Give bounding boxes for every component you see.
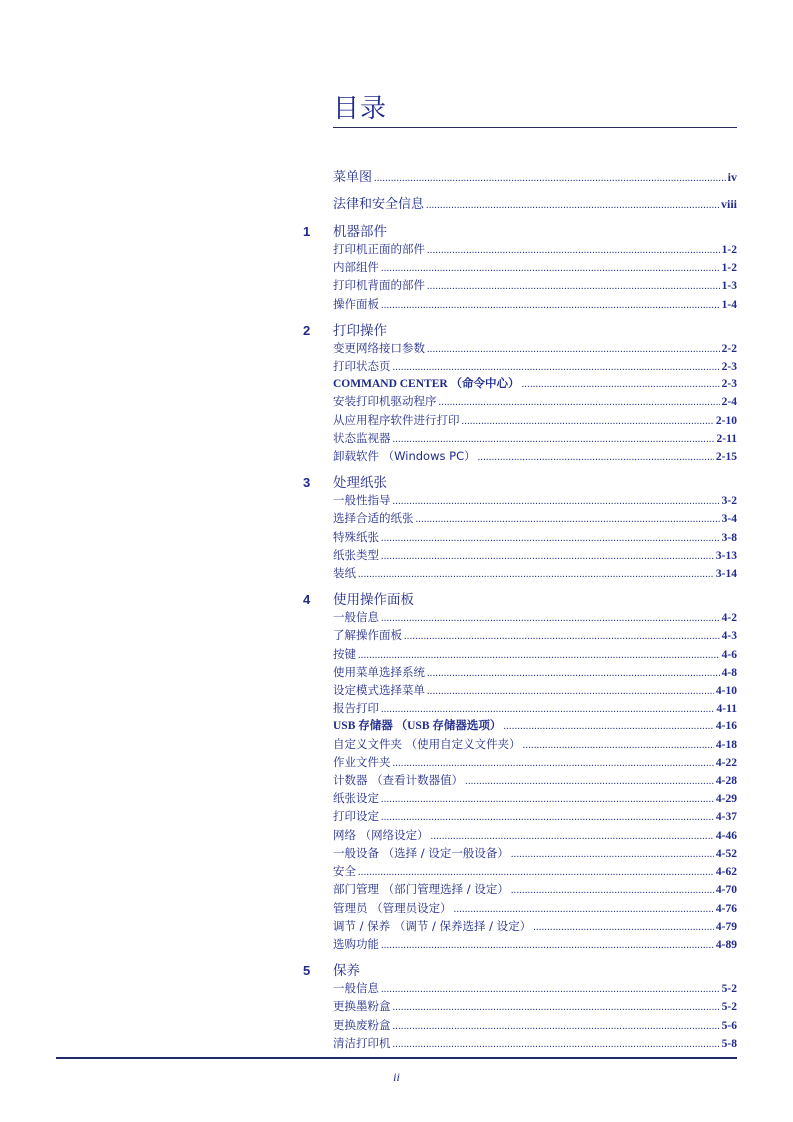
chapter-title[interactable]: 处理纸张 [333, 475, 387, 492]
toc-entry[interactable] [333, 664, 737, 682]
toc-entry-page: 4-2 [721, 612, 737, 625]
toc-entry-page: 4-89 [715, 938, 737, 951]
dot-leader [381, 982, 720, 998]
toc-entry-label: 打印机正面的部件 [333, 242, 425, 256]
dot-leader [522, 377, 720, 393]
toc-entry-page: 3-14 [715, 568, 737, 581]
toc-entry[interactable] [333, 241, 737, 259]
toc-entry[interactable] [333, 547, 737, 565]
toc-entry-page: 3-4 [721, 513, 737, 526]
toc-entry-label: 打印状态页 [333, 359, 391, 374]
toc-entry[interactable] [333, 682, 737, 700]
dot-leader [427, 666, 720, 682]
toc-entry-label: 法律和安全信息 [333, 197, 425, 212]
toc-entry-page: 4-76 [715, 902, 737, 915]
toc-entry-label: 操作面板 [333, 296, 379, 311]
toc-entry[interactable] [333, 376, 737, 393]
toc-entry-page: 2-11 [716, 432, 737, 445]
toc-entry[interactable] [333, 718, 737, 735]
table-of-contents [303, 168, 737, 1053]
toc-entry-label: 打印设定 [333, 809, 379, 824]
toc-entry-page: 4-18 [715, 738, 737, 751]
toc-entry-page: 5-8 [721, 1037, 737, 1050]
toc-entry-label: 了解操作面板 [333, 628, 402, 643]
toc-entry[interactable] [333, 646, 737, 664]
toc-entry-page: 2-4 [721, 396, 737, 409]
toc-entry-label: 报告打印 [333, 701, 379, 716]
toc-entry-page: 4-3 [721, 630, 737, 643]
dot-leader [426, 197, 719, 215]
toc-entry-label: 使用菜单选择系统 [333, 664, 425, 679]
dot-leader [427, 684, 714, 700]
toc-entry-page: 3-2 [721, 495, 737, 508]
toc-entry-label: 纸张类型 [333, 547, 379, 562]
toc-entry-page: 4-11 [716, 703, 737, 716]
dot-leader [381, 938, 714, 954]
toc-entry-page: 1-2 [721, 244, 737, 256]
chapter-number: 4 [303, 592, 311, 608]
page-title: 目录 [333, 94, 388, 124]
toc-entry-label: 菜单图 [333, 170, 373, 185]
toc-entry[interactable] [333, 492, 737, 510]
toc-entry-page: 4-37 [715, 811, 737, 824]
toc-entry-label: 管理员 （管理员设定） [333, 900, 452, 915]
toc-entry-page: viii [720, 197, 737, 211]
toc-entry[interactable] [333, 918, 737, 936]
dot-leader [393, 432, 715, 448]
toc-entry-label: 计数器 （查看计数器值） [333, 773, 464, 788]
toc-entry-label: 自定义文件夹 （使用自定义文件夹） [333, 736, 521, 751]
dot-leader [381, 531, 720, 547]
dot-leader [454, 902, 714, 918]
toc-entry[interactable] [333, 627, 737, 645]
toc-entry-label: 一般信息 [333, 981, 379, 996]
toc-entry-page: 2-3 [721, 361, 737, 374]
dot-leader [427, 279, 720, 295]
toc-entry[interactable] [333, 1017, 737, 1035]
dot-leader [393, 1019, 720, 1035]
dot-leader [533, 920, 714, 936]
toc-entry[interactable] [333, 827, 737, 845]
toc-entry[interactable] [333, 510, 737, 528]
title-divider [333, 127, 737, 128]
dot-leader [358, 865, 714, 881]
toc-entry[interactable] [333, 277, 737, 295]
dot-leader [381, 298, 720, 314]
chapter-section [303, 322, 737, 466]
toc-entry[interactable] [333, 881, 737, 899]
toc-entry-page: 2-2 [721, 342, 737, 355]
toc-entry-page: 2-10 [715, 414, 737, 427]
toc-entry-page: 2-3 [721, 378, 737, 391]
chapter-section [303, 591, 737, 954]
chapter-number: 5 [303, 963, 311, 979]
chapter-title[interactable]: 保养 [333, 963, 360, 980]
toc-entry-page: 1-4 [721, 298, 737, 311]
toc-entry-page: 4-22 [715, 756, 737, 769]
dot-leader [511, 883, 714, 899]
dot-leader [381, 702, 715, 718]
toc-entry-label: 按键 [333, 646, 356, 661]
dot-leader [431, 829, 714, 845]
toc-entry-label: 内部组件 [333, 260, 379, 275]
dot-leader [478, 450, 714, 466]
dot-leader [523, 738, 714, 754]
footer-divider [56, 1057, 737, 1059]
toc-entry[interactable] [333, 790, 737, 808]
toc-entry-label: 更换废粉盒 [333, 1017, 391, 1032]
chapter-title[interactable]: 使用操作面板 [333, 592, 414, 609]
toc-entry[interactable] [333, 936, 737, 954]
toc-entry-label: 一般性指导 [333, 493, 391, 508]
dot-leader [462, 414, 714, 430]
toc-entry[interactable] [333, 736, 737, 754]
chapter-number: 3 [303, 475, 311, 491]
chapter-section [303, 474, 737, 583]
dot-leader [393, 1037, 720, 1053]
toc-entry-label: 清洁打印机 [333, 1035, 391, 1050]
toc-entry-page: 3-8 [721, 531, 737, 544]
toc-entry-label: 安装打印机驱动程序 [333, 394, 437, 409]
toc-entry-label: 作业文件夹 [333, 754, 391, 769]
dot-leader [358, 567, 714, 583]
toc-entry-page: 4-62 [715, 866, 737, 879]
toc-entry-label: 网络 （网络设定） [333, 827, 429, 842]
toc-entry-page: 4-6 [721, 648, 737, 661]
toc-entry-label: 选购功能 [333, 936, 379, 951]
toc-entry[interactable] [333, 448, 737, 466]
toc-entry[interactable] [333, 529, 737, 547]
toc-entry[interactable] [333, 700, 737, 718]
toc-entry-label: COMMAND CENTER （命令中心） [333, 378, 520, 391]
toc-entry-page: iv [727, 170, 737, 184]
dot-leader [416, 512, 720, 528]
toc-entry-page: 4-46 [715, 829, 737, 842]
toc-entry-label: 状态监视器 [333, 430, 391, 445]
toc-entry[interactable] [333, 259, 737, 277]
toc-entry-page: 4-10 [715, 685, 737, 698]
toc-entry-page: 5-2 [721, 983, 737, 996]
dot-leader [393, 756, 714, 772]
toc-entry-page: 4-28 [715, 775, 737, 788]
toc-entry[interactable] [333, 1035, 737, 1053]
chapter-list [303, 223, 737, 1053]
dot-leader [381, 810, 714, 826]
toc-entry-page: 5-2 [721, 1001, 737, 1014]
chapter-section [303, 223, 737, 314]
toc-entry[interactable] [333, 900, 737, 918]
toc-entry-label: 调节 / 保养 （调节 / 保养选择 / 设定） [333, 918, 532, 933]
toc-entry-label: USB 存储器 （USB 存储器选项） [333, 720, 502, 733]
chapter-number: 2 [303, 322, 311, 338]
toc-entry[interactable] [333, 772, 737, 790]
toc-entry-page: 4-52 [715, 847, 737, 860]
toc-entry[interactable] [333, 412, 737, 430]
dot-leader [427, 243, 720, 259]
toc-entry-label: 安全 [333, 864, 356, 879]
toc-entry-label: 装纸 [333, 566, 356, 581]
toc-entry-page: 4-8 [721, 666, 737, 679]
dot-leader [503, 719, 714, 735]
chapter-title[interactable]: 机器部件 [333, 224, 387, 240]
toc-entry-page: 4-70 [715, 884, 737, 897]
dot-leader [465, 774, 714, 790]
toc-entry-menu-map[interactable] [333, 168, 737, 188]
toc-entry-page: 1-2 [721, 262, 737, 275]
dot-leader [393, 494, 720, 510]
toc-entry-page: 1-3 [721, 280, 737, 293]
toc-entry-legal-safety[interactable] [333, 195, 737, 215]
toc-entry-page: 4-29 [715, 793, 737, 806]
dot-leader [374, 170, 726, 188]
toc-entry-page: 2-15 [715, 451, 737, 464]
toc-entry[interactable] [333, 393, 737, 411]
toc-entry[interactable] [333, 980, 737, 998]
toc-entry-page: 5-6 [721, 1019, 737, 1032]
toc-entry-label: 打印机背面的部件 [333, 278, 425, 293]
toc-entry[interactable] [333, 565, 737, 583]
chapter-section [303, 962, 737, 1053]
dot-leader [381, 261, 720, 277]
toc-entry-label: 一般信息 [333, 610, 379, 625]
toc-entry[interactable] [333, 845, 737, 863]
toc-entry-page: 4-79 [715, 920, 737, 933]
toc-entry-label: 纸张设定 [333, 791, 379, 806]
toc-entry-label: 变更网络接口参数 [333, 340, 425, 355]
toc-entry-page: 3-13 [715, 549, 737, 562]
toc-entry[interactable] [333, 430, 737, 448]
toc-entry[interactable] [333, 808, 737, 826]
toc-entry[interactable] [333, 340, 737, 358]
toc-entry-label: 卸载软件 （Windows PC） [333, 449, 476, 464]
toc-entry-label: 从应用程序软件进行打印 [333, 412, 460, 427]
toc-entry-label: 部门管理 （部门管理选择 / 设定） [333, 882, 509, 897]
dot-leader [381, 549, 714, 565]
dot-leader [427, 342, 720, 358]
toc-entry[interactable] [333, 754, 737, 772]
dot-leader [393, 360, 720, 376]
dot-leader [393, 1000, 720, 1016]
dot-leader [511, 847, 714, 863]
toc-entry-label: 一般设备 （选择 / 设定一般设备） [333, 845, 509, 860]
dot-leader [404, 629, 720, 645]
dot-leader [381, 611, 720, 627]
toc-entry[interactable] [333, 863, 737, 881]
toc-entry[interactable] [333, 296, 737, 314]
toc-entry-label: 更换墨粉盒 [333, 999, 391, 1014]
dot-leader [381, 792, 714, 808]
toc-entry-page: 4-16 [715, 720, 737, 733]
toc-entry[interactable] [333, 358, 737, 376]
toc-entry-label: 特殊纸张 [333, 529, 379, 544]
toc-entry[interactable] [333, 609, 737, 627]
toc-entry[interactable] [333, 998, 737, 1016]
toc-entry-label: 选择合适的纸张 [333, 511, 414, 526]
chapter-number: 1 [303, 224, 311, 239]
footer-page-number: ii [393, 1070, 400, 1084]
toc-entry-label: 设定模式选择菜单 [333, 683, 425, 698]
dot-leader [439, 395, 720, 411]
chapter-title[interactable]: 打印操作 [333, 322, 387, 339]
dot-leader [358, 648, 720, 664]
